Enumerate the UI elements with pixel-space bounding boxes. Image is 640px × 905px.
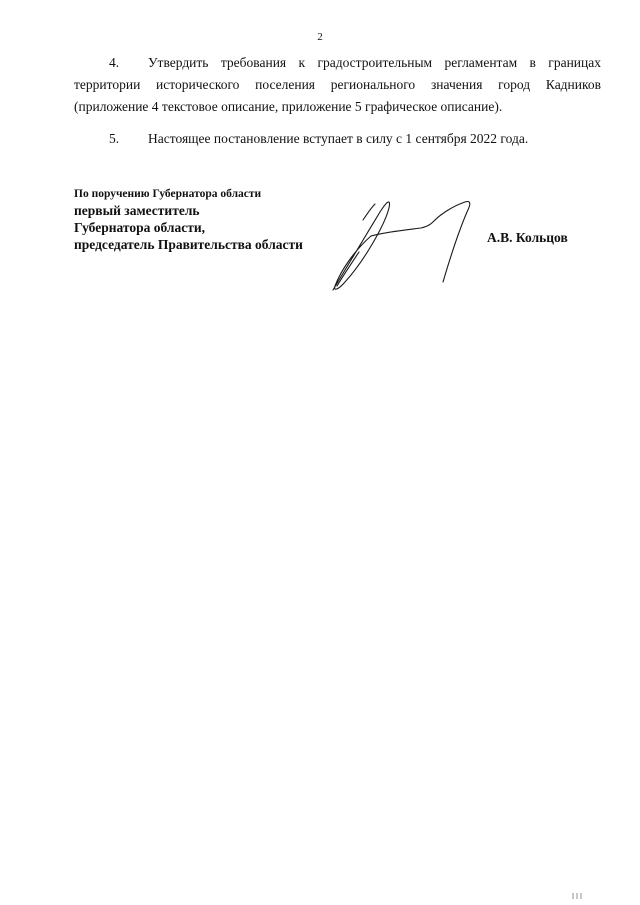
handwritten-signature bbox=[325, 190, 475, 295]
paragraph-item-4 bbox=[74, 52, 601, 118]
paragraph-line: территории исторического поселения регионального значения город Кадников bbox=[74, 77, 601, 92]
position-line: Губернатора области, bbox=[74, 220, 205, 235]
on-behalf-text: По поручению Губернатора области bbox=[74, 188, 262, 200]
footer-mark bbox=[572, 893, 584, 901]
item-number: 5. bbox=[109, 131, 120, 146]
position-line: председатель Правительства области bbox=[74, 237, 303, 252]
paragraph-line: Настоящее постановление вступает в силу с 1 сентября 2022 года. bbox=[148, 131, 529, 146]
paragraph-first-line bbox=[74, 52, 601, 74]
paragraph-line: Утвердить требования к градостроительным регламентам в границах bbox=[148, 55, 601, 70]
signature-block bbox=[74, 186, 303, 253]
position-line: первый заместитель bbox=[74, 203, 200, 218]
page-number: 2 bbox=[317, 31, 323, 43]
paragraph-line: (приложение 4 текстовое описание, приложение 5 графическое описание). bbox=[74, 99, 503, 114]
paragraph-first-line bbox=[74, 128, 601, 150]
signer-name: А.В. Кольцов bbox=[487, 230, 568, 245]
paragraph-item-5 bbox=[74, 128, 601, 150]
item-number: 4. bbox=[109, 55, 120, 70]
